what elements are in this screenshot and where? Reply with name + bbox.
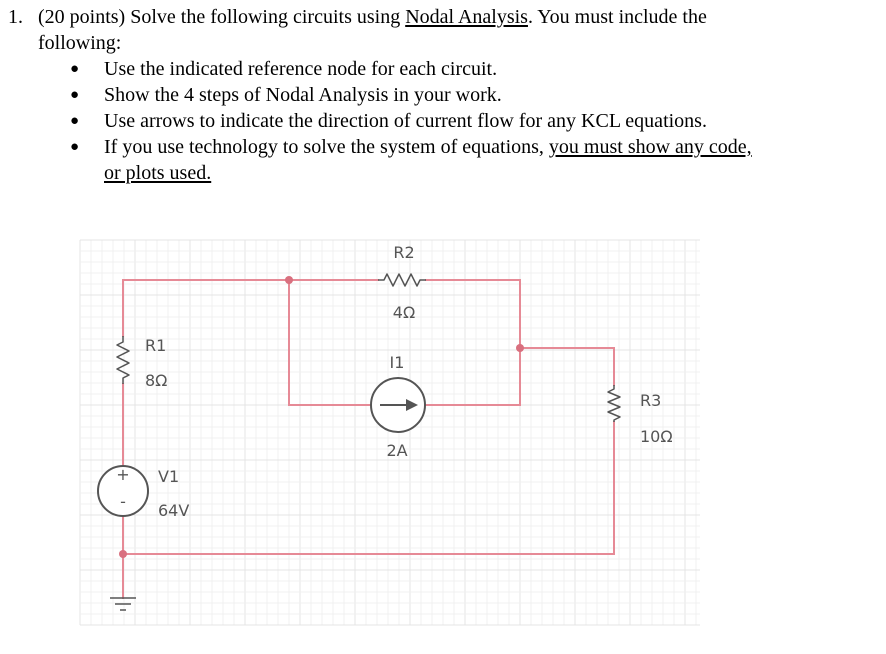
- resistor-r1-symbol: [117, 336, 129, 384]
- requirement-item: ● Show the 4 steps of Nodal Analysis in your work.: [8, 82, 868, 108]
- nodal-analysis-link: Nodal Analysis: [405, 6, 528, 28]
- wire-branch-left: [289, 280, 371, 405]
- r2-name: R2: [393, 243, 415, 262]
- wire-to-r3: [520, 348, 614, 385]
- r3-name: R3: [640, 391, 662, 410]
- wire-r3-bottom: [123, 422, 614, 554]
- node-dot: [516, 344, 524, 352]
- requirement-technology-text: If you use technology to solve the system of equations,: [104, 136, 549, 158]
- r1-name: R1: [145, 336, 167, 355]
- v1-plus-sign: +: [116, 465, 130, 484]
- v1-name: V1: [158, 467, 180, 486]
- requirement-continuation: or plots used.: [104, 162, 212, 184]
- node-dot: [119, 550, 127, 558]
- current-source-i1: [371, 378, 425, 432]
- ground-icon: [110, 598, 136, 610]
- r3-value: 10Ω: [640, 427, 673, 446]
- requirement-underlined: you must show any code,: [548, 136, 752, 158]
- requirement-item: ● Use the indicated reference node for each circuit.: [8, 56, 868, 82]
- v1-minus-sign: -: [120, 492, 126, 511]
- i1-name: I1: [389, 353, 405, 372]
- ground-symbol: [110, 598, 136, 610]
- problem-intro-end: . You must include the: [527, 6, 707, 28]
- requirement-item: ● Use arrows to indicate the direction of current flow for any KCL equations.: [8, 108, 868, 134]
- wire-branch-right: [425, 348, 520, 405]
- wire-top-right: [426, 280, 520, 348]
- problem-number: 1.: [8, 6, 23, 28]
- grid-background: [80, 240, 700, 625]
- node-dot: [285, 276, 293, 284]
- r1-value: 8Ω: [145, 371, 168, 390]
- problem-intro: (20 points) Solve the following circuits using: [38, 6, 406, 28]
- problem-line-2: following:: [38, 32, 122, 54]
- resistor-r1-zigzag: [117, 336, 129, 384]
- r2-value: 4Ω: [392, 303, 416, 322]
- i1-value: 2A: [386, 441, 408, 460]
- v1-value: 64V: [158, 501, 190, 520]
